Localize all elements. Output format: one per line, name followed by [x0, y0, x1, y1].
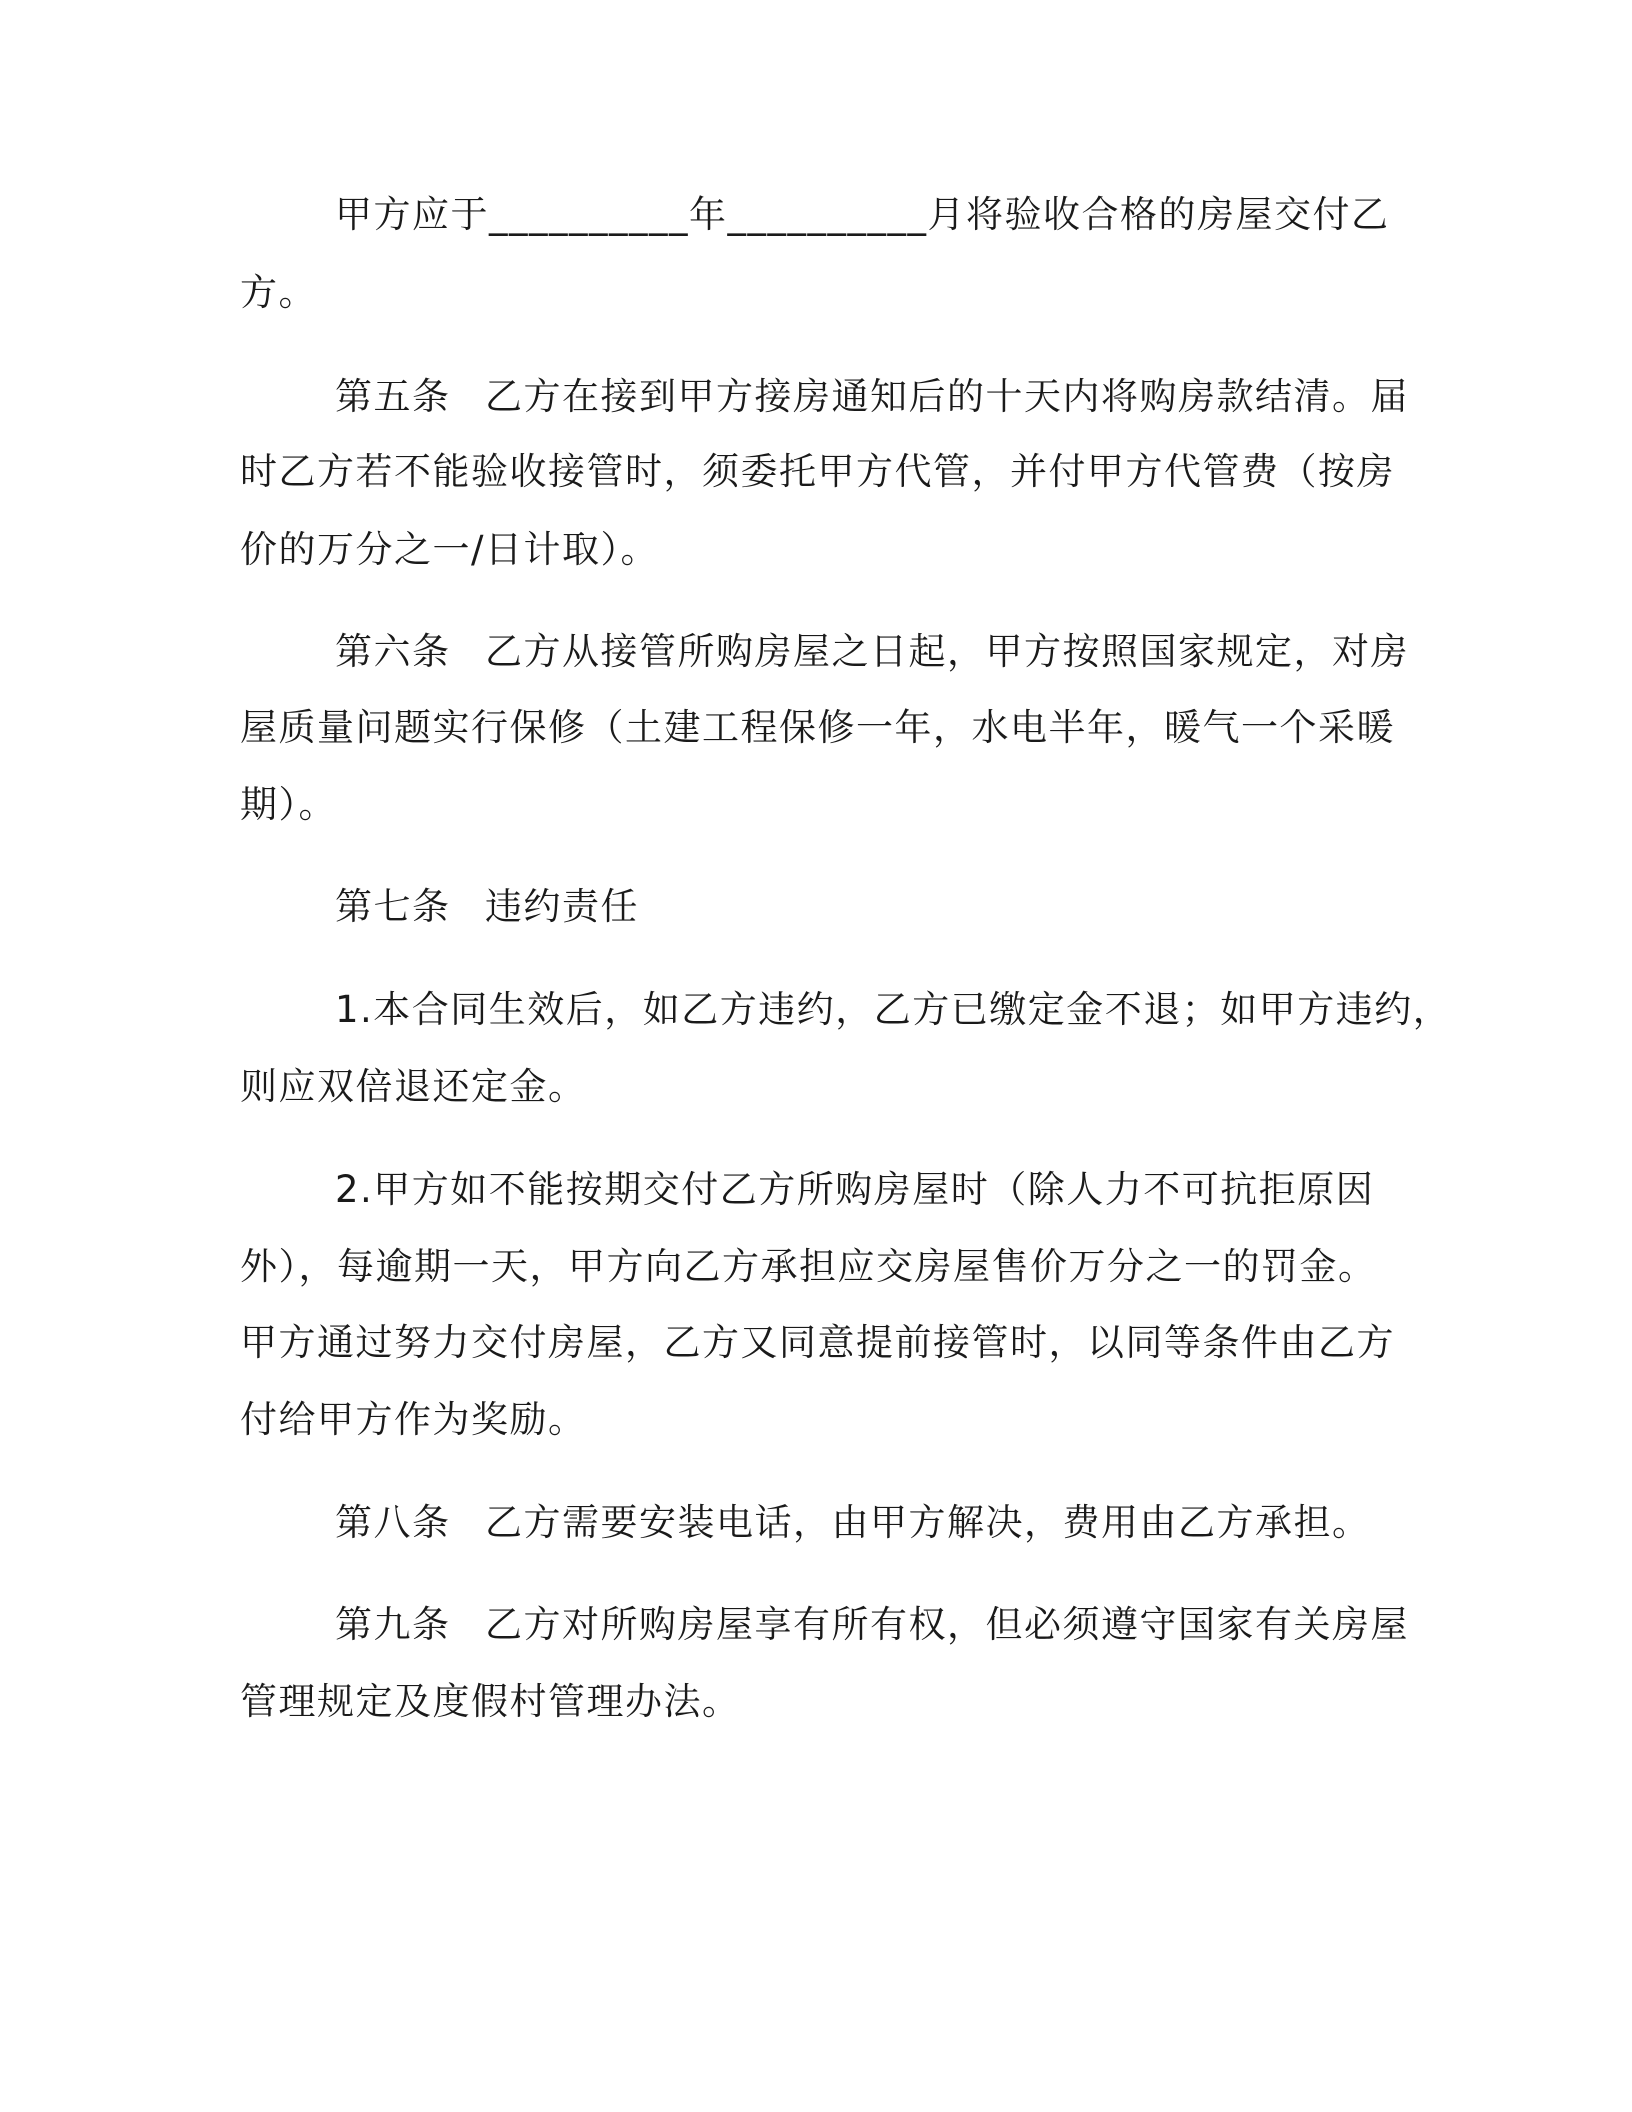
- article-7-item-2-line-2: 外），每逾期一天，甲方向乙方承担应交房屋售价万分之一的罚金。: [240, 1245, 1377, 1288]
- article-5-line-1: [335, 372, 1409, 422]
- article-6-line-1: [335, 627, 1409, 677]
- article-8-label: 第八条: [335, 1501, 451, 1544]
- article-7-item-2-line-4: 付给甲方作为奖励。: [240, 1398, 587, 1441]
- article-5-label: 第五条: [335, 375, 451, 418]
- article-5-line-3: 价的万分之一/日计取）。: [240, 528, 659, 571]
- article-9-text: 乙方对所购房屋享有所有权，但必须遵守国家有关房屋: [485, 1603, 1409, 1646]
- article-5-line-2: 时乙方若不能验收接管时，须委托甲方代管，并付甲方代管费（按房: [240, 450, 1395, 493]
- delivery-paragraph-line-2: 方。: [240, 271, 317, 314]
- article-7-heading: [335, 882, 639, 932]
- article-7-title: 违约责任: [485, 885, 639, 928]
- article-6-label: 第六条: [335, 630, 451, 673]
- article-7-item-1-line-1: 1.本合同生效后，如乙方违约，乙方已缴定金不退；如甲方违约，: [335, 988, 1452, 1031]
- article-7-label: 第七条: [335, 885, 451, 928]
- article-6-text: 乙方从接管所购房屋之日起，甲方按照国家规定，对房: [485, 630, 1409, 673]
- article-9-line-2: 管理规定及度假村管理办法。: [240, 1680, 741, 1723]
- article-6-line-3: 期）。: [240, 783, 337, 826]
- article-7-item-2-line-1: 2.甲方如不能按期交付乙方所购房屋时（除人力不可抗拒原因: [335, 1168, 1375, 1211]
- article-7-item-1-line-2: 则应双倍退还定金。: [240, 1065, 587, 1108]
- article-6-line-2: 屋质量问题实行保修（土建工程保修一年，水电半年，暖气一个采暖: [240, 706, 1395, 749]
- article-8-line-1: [335, 1498, 1371, 1548]
- delivery-paragraph-line-1: 甲方应于__________年__________月将验收合格的房屋交付乙: [335, 193, 1390, 236]
- article-9-label: 第九条: [335, 1603, 451, 1646]
- article-7-item-2-line-3: 甲方通过努力交付房屋，乙方又同意提前接管时，以同等条件由乙方: [240, 1321, 1395, 1364]
- article-5-text: 乙方在接到甲方接房通知后的十天内将购房款结清。届: [485, 375, 1409, 418]
- article-8-text: 乙方需要安装电话，由甲方解决，费用由乙方承担。: [485, 1501, 1371, 1544]
- article-9-line-1: [335, 1600, 1409, 1650]
